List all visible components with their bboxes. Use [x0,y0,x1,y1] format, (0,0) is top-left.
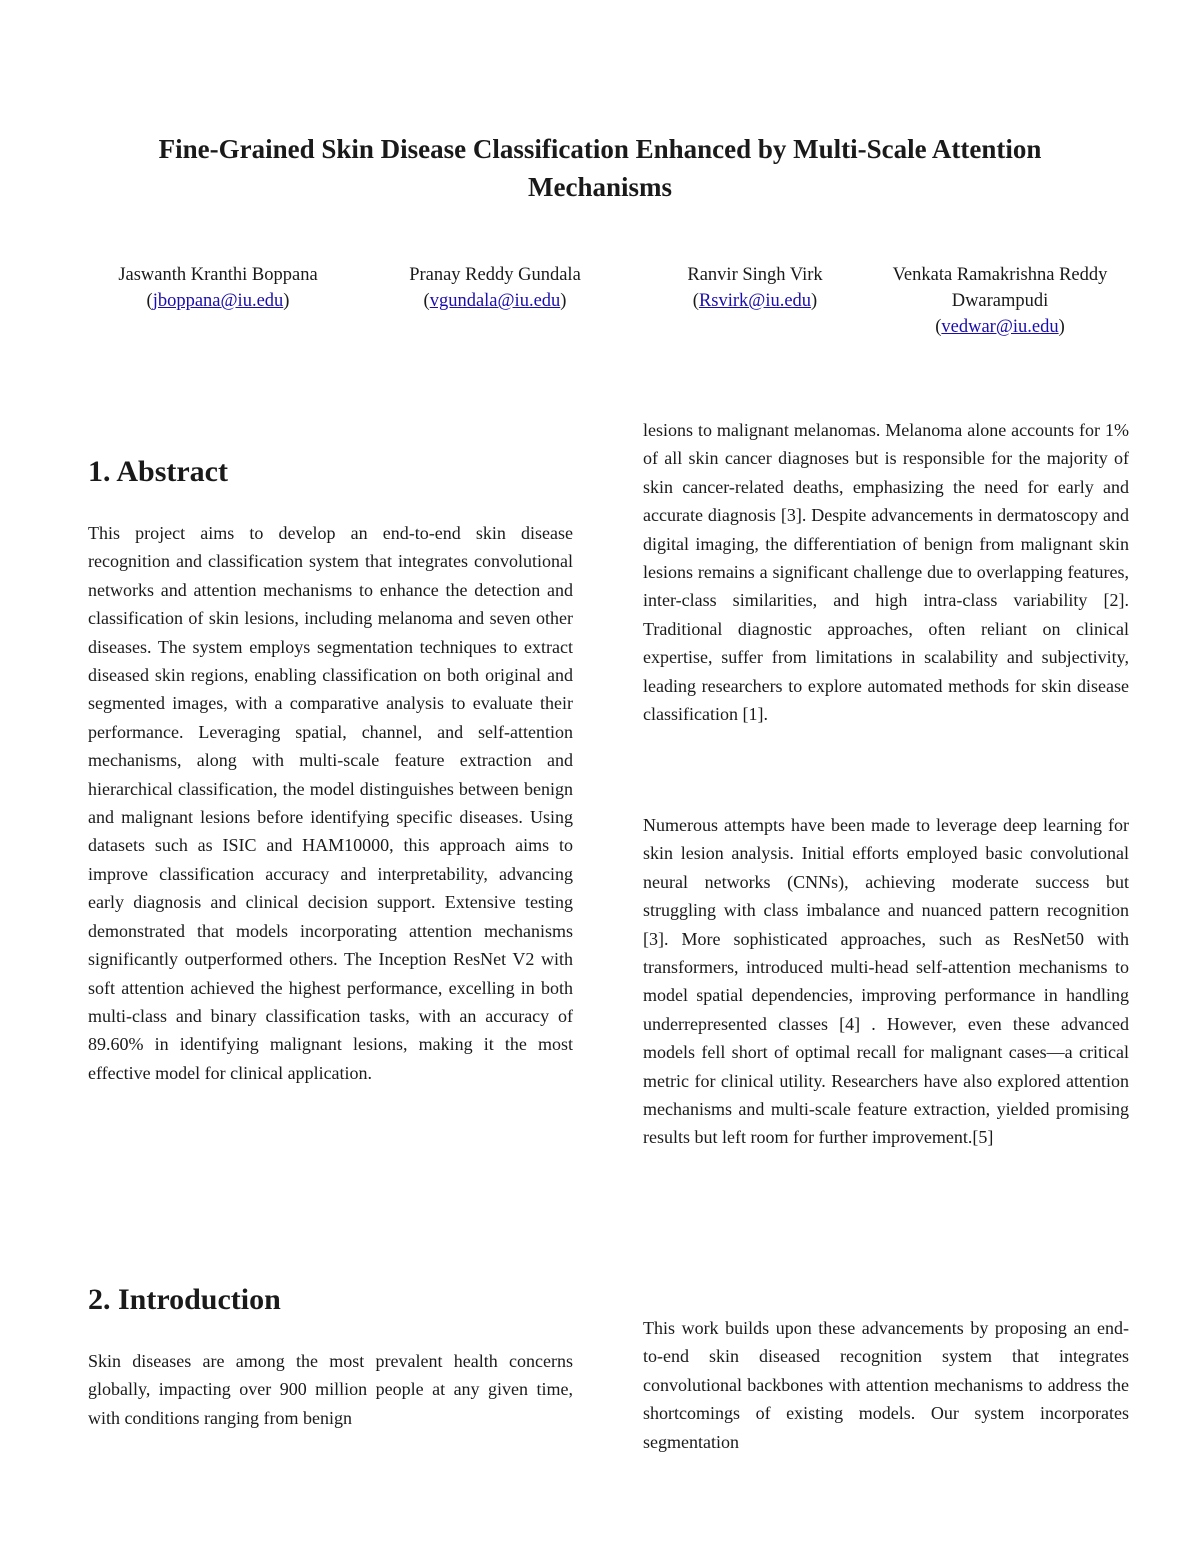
author-1: Jaswanth Kranthi Boppana (jboppana@iu.edu) [98,262,338,314]
abstract-body [88,519,573,1087]
author-3: Ranvir Singh Virk (Rsvirk@iu.edu) [650,262,860,314]
author-email-link[interactable]: vedwar@iu.edu [941,317,1059,337]
intro-paragraph-2: Numerous attempts have been made to leverage deep learning for skin lesion analysis. Initial efforts employed basic convolutional neural networks (CNNs), achieving moderate success but struggling with class imbalance and nuanced pattern recognition [3]. More sophisticated approaches, such as ResNet50 with transformers, introduced multi-head self-attention mechanisms to model spatial dependencies, improving performance in handling underrepresented classes [4] . However, even these advanced models fell short of optimal recall for malignant cases—a critical metric for clinical utility. Researchers have also explored attention mechanisms and multi-scale feature extraction, yielded promising results but left room for further improvement.[5] [643,815,1129,1148]
introduction-heading: 2. Introduction [88,1283,281,1316]
introduction-body-left [88,1347,573,1432]
abstract-paragraph: This project aims to develop an end-to-end skin disease recognition and classification system that integrates convolutional networks and attention mechanisms to enhance the detection and classification of skin lesions, including melanoma and seven other diseases. The system employs segmentation techniques to extract diseased skin regions, enabling classification on both original and segmented images, with a comparative analysis to evaluate their performance. Leveraging spatial, channel, and self-attention mechanisms, along with multi-scale feature extraction and hierarchical classification, the model distinguishes between benign and malignant lesions before identifying specific diseases. Using datasets such as ISIC and HAM10000, this approach aims to improve classification accuracy and interpretability, advancing early diagnosis and clinical decision support. Extensive testing demonstrated that models incorporating attention mechanisms significantly outperformed others. The Inception ResNet V2 with soft attention achieved the highest performance, excelling in both multi-class and binary classification tasks, with an accuracy of 89.60% in identifying malignant lesions, making it the most effective model for clinical application. [88,523,573,1083]
author-name: Ranvir Singh Virk [687,265,823,285]
author-4: Venkata Ramakrishna Reddy Dwarampudi (vedwar@iu.edu) [885,262,1115,340]
abstract-heading: 1. Abstract [88,455,228,488]
author-2: Pranay Reddy Gundala (vgundala@iu.edu) [380,262,610,314]
introduction-body-right [643,416,1129,728]
author-email-link[interactable]: jboppana@iu.edu [152,291,284,311]
author-name: Venkata Ramakrishna Reddy Dwarampudi [892,265,1108,311]
introduction-paragraph-3 [643,1314,1129,1456]
author-email-link[interactable]: vgundala@iu.edu [429,291,561,311]
author-name: Pranay Reddy Gundala [409,265,581,285]
intro-paragraph-1-start: Skin diseases are among the most prevalent health concerns globally, impacting over 900 million people at any given time, with conditions ranging from benign [88,1351,573,1428]
paper-title: Fine-Grained Skin Disease Classification Enhanced by Multi-Scale Attention Mechanisms [158,134,1042,202]
intro-paragraph-1-cont: lesions to malignant melanomas. Melanoma alone accounts for 1% of all skin cancer diagnoses but is responsible for the majority of skin cancer-related deaths, emphasizing the need for early and accurate diagnosis [3]. Despite advancements in dermatoscopy and digital imaging, the differentiation of benign from malignant skin lesions remains a significant challenge due to overlapping features, inter-class similarities, and high intra-class variability [2]. Traditional diagnostic approaches, often reliant on clinical expertise, suffer from limitations in scalability and subjectivity, leading researchers to explore automated methods for skin disease classification [1]. [643,420,1129,725]
introduction-paragraph-2 [643,811,1129,1152]
author-name: Jaswanth Kranthi Boppana [118,265,318,285]
author-email-link[interactable]: Rsvirk@iu.edu [698,291,812,311]
intro-paragraph-3: This work builds upon these advancements by proposing an end-to-end skin diseased recognition system that integrates convolutional backbones with attention mechanisms to address the shortcomings of existing models. Our system incorporates segmentation [643,1318,1129,1452]
